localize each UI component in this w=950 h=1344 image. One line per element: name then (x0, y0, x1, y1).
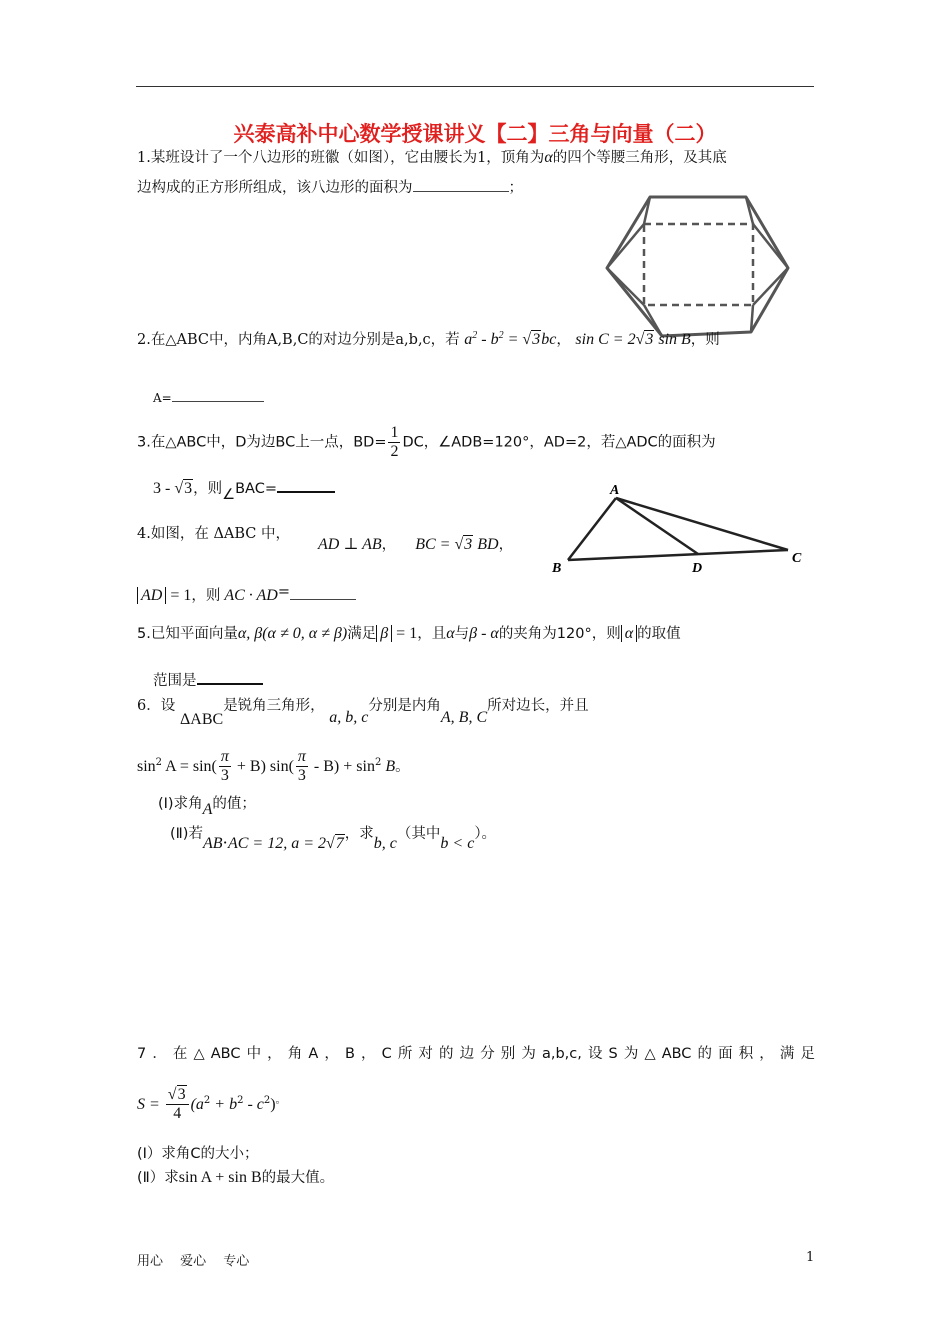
q3-angle-symbol: ∠ (222, 487, 236, 503)
q3-frac-num: 1 (390, 424, 399, 441)
q2-eq1-c: = (503, 331, 523, 348)
q1-text-b: 的四个等腰三角形，及其底 (552, 150, 727, 166)
q7-line1: 7．在△ABC中，角A，B，C所对的边分别为a,b,c,设S为△ABC的面积，满足 (137, 1046, 815, 1062)
q2-sup-a: 2 (472, 330, 478, 341)
q6-triangle: ΔABC (180, 711, 224, 728)
q1-alpha: α (544, 149, 553, 166)
q5-alpha: α (446, 625, 455, 642)
q6-sides: a, b, c (329, 709, 369, 726)
label-a: A (610, 483, 620, 498)
q7-eq-b: (a (190, 1096, 204, 1113)
footer-motto: 用心 爱心 专心 (137, 1254, 250, 1269)
q2-eq1-e: bc (541, 331, 557, 348)
q2-eq2: sin C = 2√3 sin B (575, 331, 691, 348)
q6-line1b (180, 696, 589, 730)
q2-comma: ， (556, 332, 571, 348)
q7-eq-d: - c (243, 1096, 264, 1113)
q1-answer-blank[interactable] (413, 178, 509, 192)
q3-frac-den: 2 (390, 443, 399, 460)
q6-equation (137, 748, 410, 785)
header-rule (136, 86, 814, 87)
q2-eq1: $a^2 - b^2 = √3bc$ (464, 330, 557, 348)
q6-part2 (170, 824, 496, 854)
q6-eq-sin: sin (137, 758, 156, 775)
q6-eq-sup-1: 2 (155, 757, 163, 768)
q5-line2 (153, 670, 263, 691)
q7-sqrt3: 3 (177, 1086, 186, 1103)
q6-text-d: 所对边长，并且 (487, 698, 589, 714)
q6-eq-c: + B) sin( (232, 758, 294, 775)
q5-abs-alpha: α (621, 625, 637, 642)
label-d: D (692, 561, 703, 576)
octagon-figure (600, 192, 796, 342)
q6-part2-b: AB⋅AC = 12, a = 2 (202, 835, 327, 852)
q4-comma-2: ， (498, 537, 514, 553)
q6-frac2-den: 3 (297, 767, 306, 784)
q4-text-then: ，则 (191, 588, 221, 604)
q6-part2-ineq: b < c (440, 835, 475, 852)
q1-line2 (137, 178, 523, 198)
triangle-figure (548, 482, 812, 582)
q6-frac-2 (296, 748, 308, 785)
q7-equation: S = $\frac{√3}{4}$ $(a^2 + b^2 - c^2)^。$ (137, 1086, 286, 1122)
q5-vectors: α, β(α ≠ 0, α ≠ β) (237, 625, 348, 642)
q2-eq1-a: a (464, 331, 473, 348)
inner-square (644, 224, 753, 305)
q7-part2-expr: sin A + sin B (178, 1169, 262, 1186)
q3-text-a: 3.在△ABC中，D为边BC上一点，BD= (137, 434, 387, 451)
q6-text-a: 6．设 (137, 698, 176, 714)
q6-part2-bc: b, c (373, 835, 397, 852)
q3-three-minus: 3 - (153, 480, 175, 497)
q5-eq-one: = 1 (392, 625, 418, 642)
q2-eq2-a: sin C = 2 (575, 331, 636, 348)
q4-eq-one: = 1 (166, 587, 192, 604)
q6-part1 (158, 794, 256, 820)
q4-dot-product: AC · AD (224, 587, 278, 604)
q5-text-f: 的取值 (637, 626, 681, 642)
page-title: 兴泰高补中心数学授课讲义【二】三角与向量（二） (233, 121, 717, 146)
q6-line1 (137, 696, 175, 716)
q1-text-a: 1.某班设计了一个八边形的班徽（如图），它由腰长为1，顶角为 (137, 150, 545, 166)
q6-part1-angle: A (202, 801, 213, 818)
q1-line1 (137, 148, 727, 168)
q5-answer-blank[interactable] (197, 670, 263, 685)
q2-answer-label: A= (153, 391, 172, 405)
q2-sqrt3: 3 (532, 331, 541, 348)
q6-part1-c: 的值； (212, 796, 256, 812)
q2-text-a: 2.在△ABC中，内角A,B,C的对边分别是a,b,c，若 (137, 332, 460, 348)
q3-answer-blank[interactable] (277, 478, 335, 493)
q2-line1 (137, 330, 720, 350)
q6-frac1-num: π (220, 748, 229, 765)
label-b: B (552, 561, 562, 576)
q2-eq2-c: sin B (654, 331, 691, 348)
q6-frac-1 (219, 748, 231, 785)
q2-answer (153, 390, 264, 405)
q7-eq-e: ) (270, 1096, 276, 1113)
q3-sqrt3: 3 (184, 480, 193, 497)
q7-eq-s: S = (137, 1096, 164, 1113)
q5-beta-minus-alpha: β - α (469, 625, 499, 642)
q7-eq-end: 。 (275, 1095, 286, 1106)
q5-text-a: 5.已知平面向量 (137, 626, 238, 642)
q6-eq-e: B (381, 758, 396, 775)
q5-text-c: ，且 (417, 626, 447, 642)
octagon-outline (607, 197, 788, 336)
q4-answer-blank[interactable] (290, 589, 356, 600)
q7-fraction (166, 1086, 189, 1123)
q3-fraction (388, 424, 400, 461)
q2-suffix: ，则 (690, 332, 720, 348)
q2-eq1-b: - b (477, 331, 499, 348)
page-number: 1 (806, 1250, 815, 1265)
q4-line1 (137, 524, 290, 544)
q6-text-c: 分别是内角 (368, 698, 441, 714)
q3-line2: 3 - √3，则∠BAC= (153, 478, 335, 505)
q4-eq2: BC = √3 BD (415, 536, 499, 553)
q6-eq-sup-2: 2 (374, 757, 382, 768)
q4-line2 (137, 582, 356, 606)
q6-part2-d: ，求 (344, 826, 374, 842)
q4-eq2-a: BC = (415, 536, 455, 553)
q5-line1 (137, 624, 681, 644)
q1-text-end: ； (508, 180, 523, 196)
q6-part1-a: (Ⅰ)求角 (158, 796, 203, 812)
q7-frac-num: √3 (166, 1086, 189, 1105)
q7-part1: (Ⅰ）求角C的大小； (137, 1146, 259, 1162)
label-c: C (792, 551, 802, 566)
q4-text-a: 4.如图，在 ΔABC 中， (137, 526, 291, 542)
q3-text-b: DC，∠ADB=120°，AD=2，若△ADC的面积为 (402, 434, 716, 451)
q2-answer-blank[interactable] (172, 390, 264, 402)
q4-comma: ， (381, 537, 397, 553)
q4-eq1 (318, 534, 513, 555)
q6-sqrt7: 7 (335, 835, 344, 852)
q5-text-g: 范围是 (153, 673, 197, 689)
q3-line1 (137, 424, 716, 461)
q6-part2-a: (Ⅱ)若 (170, 826, 203, 842)
q6-angles: A, B, C (440, 709, 488, 726)
q6-eq-b: A = sin( (162, 758, 217, 775)
q6-frac2-num: π (297, 748, 306, 765)
q4-eq2-c: BD (473, 536, 499, 553)
q5-text-b: 满足 (347, 626, 377, 642)
q7-part2-c: 的最大值。 (261, 1170, 335, 1186)
q7-part2 (137, 1168, 334, 1188)
q3-text-c: ，则 (193, 481, 223, 497)
q4-perp-eq: AD ⊥ AB (318, 536, 382, 553)
q2-sup-b: 2 (498, 330, 504, 341)
q6-part2-f: （其中 (396, 826, 441, 842)
q6-frac1-den: 3 (220, 767, 229, 784)
q3-text-d: BAC= (235, 481, 277, 497)
q4-equals: = (277, 584, 290, 600)
q6-eq-d: - B) + sin (309, 758, 375, 775)
q4-abs-ad: AD (137, 587, 166, 604)
q6-text-b: 是锐角三角形， (223, 698, 325, 714)
q6-part2-h: ）。 (474, 826, 497, 842)
q7-frac-den: 4 (173, 1105, 182, 1122)
q6-eq-end: 。 (395, 759, 410, 775)
q5-abs-beta: β (376, 625, 392, 642)
q7-part2-a: (Ⅱ）求 (137, 1170, 179, 1186)
q5-text-e: 的夹角为120°，则 (498, 626, 621, 642)
triangle-lines (568, 498, 788, 560)
q7-eq-c: + b (210, 1096, 238, 1113)
q6-part2-eq: AB⋅AC = 12, a = 2√7 (202, 835, 344, 852)
q5-text-d: 与 (454, 626, 470, 642)
q1-text-c: 边构成的正方形所组成，该八边形的面积为 (137, 180, 413, 196)
q4-sqrt3: 3 (464, 536, 473, 553)
q2-sqrt3-b: 3 (645, 331, 654, 348)
